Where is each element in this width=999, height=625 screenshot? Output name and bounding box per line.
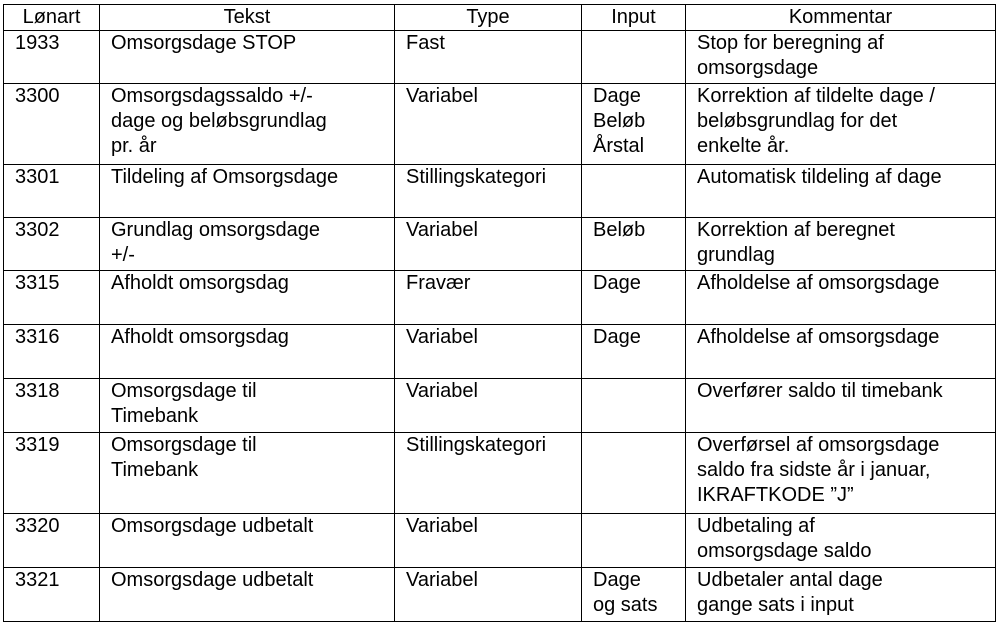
cell-input — [582, 325, 686, 379]
cell-tekst — [100, 433, 395, 514]
cell-input — [582, 31, 686, 84]
cell-tekst — [100, 271, 395, 325]
cell-type: Stillingskategori — [395, 433, 582, 514]
header-lonart: Lønart — [4, 5, 100, 31]
cell-lonart: 3316 — [4, 325, 100, 379]
cell-lonart: 3319 — [4, 433, 100, 514]
cell-tekst — [100, 31, 395, 84]
cell-kommentar-line: Korrektion af beregnet — [697, 219, 895, 241]
cell-kommentar — [686, 514, 996, 568]
cell-input — [582, 165, 686, 218]
cell-input — [582, 433, 686, 514]
cell-tekst-line: Timebank — [111, 405, 199, 427]
cell-kommentar-line: Korrektion af tildelte dage / — [697, 85, 935, 107]
cell-tekst — [100, 218, 395, 271]
cell-tekst — [100, 325, 395, 379]
cell-kommentar-line: enkelte år. — [697, 135, 790, 157]
cell-type: Variabel — [395, 379, 582, 433]
cell-type: Fravær — [395, 271, 582, 325]
cell-tekst — [100, 568, 395, 622]
cell-tekst-line: Omsorgsdage til — [111, 380, 257, 402]
cell-tekst-line: Afholdt omsorgsdag — [111, 272, 289, 294]
cell-input-line: Dage — [593, 326, 641, 348]
cell-tekst — [100, 379, 395, 433]
cell-kommentar-line: Stop for beregning af — [697, 32, 884, 54]
cell-tekst-line: Afholdt omsorgsdag — [111, 326, 289, 348]
cell-tekst-line: Omsorgsdage udbetalt — [111, 569, 314, 591]
cell-kommentar-line: Udbetaling af — [697, 515, 815, 537]
cell-kommentar-line: Automatisk tildeling af dage — [697, 166, 942, 188]
table-row — [4, 379, 996, 433]
cell-kommentar-line: omsorgsdage — [697, 57, 819, 79]
cell-kommentar — [686, 218, 996, 271]
cell-tekst — [100, 514, 395, 568]
cell-tekst-line: Omsorgsdage STOP — [111, 32, 297, 54]
cell-input-line: Beløb — [593, 110, 646, 132]
cell-input — [582, 84, 686, 165]
cell-tekst-line: Grundlag omsorgsdage — [111, 219, 321, 241]
cell-lonart: 3300 — [4, 84, 100, 165]
cell-type: Variabel — [395, 84, 582, 165]
cell-tekst-line: +/- — [111, 244, 135, 266]
cell-kommentar-line: beløbsgrundlag for det — [697, 110, 898, 132]
header-row — [4, 5, 996, 31]
cell-tekst — [100, 165, 395, 218]
cell-kommentar-line: grundlag — [697, 244, 775, 266]
table-row — [4, 165, 996, 218]
cell-type: Variabel — [395, 218, 582, 271]
cell-kommentar — [686, 325, 996, 379]
header-input: Input — [582, 5, 686, 31]
cell-tekst-line: pr. år — [111, 135, 157, 157]
cell-input-line: Årstal — [593, 135, 645, 157]
cell-tekst-line: Omsorgsdagssaldo +/- — [111, 85, 313, 107]
table-row — [4, 218, 996, 271]
cell-kommentar — [686, 568, 996, 622]
cell-input-line: og sats — [593, 594, 658, 616]
table-row — [4, 325, 996, 379]
cell-kommentar-line: Afholdelse af omsorgsdage — [697, 272, 940, 294]
cell-kommentar — [686, 379, 996, 433]
table-header — [4, 5, 996, 31]
cell-input — [582, 379, 686, 433]
lonart-table — [3, 4, 996, 622]
cell-lonart: 1933 — [4, 31, 100, 84]
cell-type: Variabel — [395, 514, 582, 568]
cell-lonart: 3321 — [4, 568, 100, 622]
cell-input — [582, 568, 686, 622]
cell-kommentar — [686, 84, 996, 165]
cell-input-line: Dage — [593, 272, 641, 294]
table-row — [4, 514, 996, 568]
cell-tekst-line: Tildeling af Omsorgsdage — [111, 166, 339, 188]
cell-input-line: Dage — [593, 569, 641, 591]
cell-tekst-line: dage og beløbsgrundlag — [111, 110, 327, 132]
cell-kommentar — [686, 31, 996, 84]
cell-tekst — [100, 84, 395, 165]
table-row — [4, 31, 996, 84]
cell-kommentar-line: Overfører saldo til timebank — [697, 380, 943, 402]
cell-input — [582, 514, 686, 568]
cell-kommentar-line: saldo fra sidste år i januar, — [697, 459, 931, 481]
cell-lonart: 3302 — [4, 218, 100, 271]
cell-tekst-line: Timebank — [111, 459, 199, 481]
cell-tekst-line: Omsorgsdage udbetalt — [111, 515, 314, 537]
cell-input — [582, 271, 686, 325]
header-kommentar: Kommentar — [686, 5, 996, 31]
cell-kommentar-line: gange sats i input — [697, 594, 854, 616]
cell-lonart: 3318 — [4, 379, 100, 433]
cell-lonart: 3315 — [4, 271, 100, 325]
cell-lonart: 3301 — [4, 165, 100, 218]
cell-kommentar-line: Overførsel af omsorgsdage — [697, 434, 940, 456]
table-row — [4, 271, 996, 325]
cell-kommentar-line: Udbetaler antal dage — [697, 569, 883, 591]
cell-kommentar-line: omsorgsdage saldo — [697, 540, 872, 562]
cell-lonart: 3320 — [4, 514, 100, 568]
header-type: Type — [395, 5, 582, 31]
header-tekst: Tekst — [100, 5, 395, 31]
cell-kommentar — [686, 271, 996, 325]
cell-type: Stillingskategori — [395, 165, 582, 218]
cell-kommentar — [686, 165, 996, 218]
cell-kommentar-line: IKRAFTKODE ”J” — [697, 484, 854, 506]
cell-tekst-line: Omsorgsdage til — [111, 434, 257, 456]
cell-type: Fast — [395, 31, 582, 84]
table-body — [4, 31, 996, 622]
table-row — [4, 568, 996, 622]
cell-type: Variabel — [395, 325, 582, 379]
cell-type: Variabel — [395, 568, 582, 622]
table-row — [4, 433, 996, 514]
cell-kommentar-line: Afholdelse af omsorgsdage — [697, 326, 940, 348]
table-row — [4, 84, 996, 165]
cell-input-line: Beløb — [593, 219, 646, 241]
cell-kommentar — [686, 433, 996, 514]
cell-input-line: Dage — [593, 85, 641, 107]
cell-input — [582, 218, 686, 271]
